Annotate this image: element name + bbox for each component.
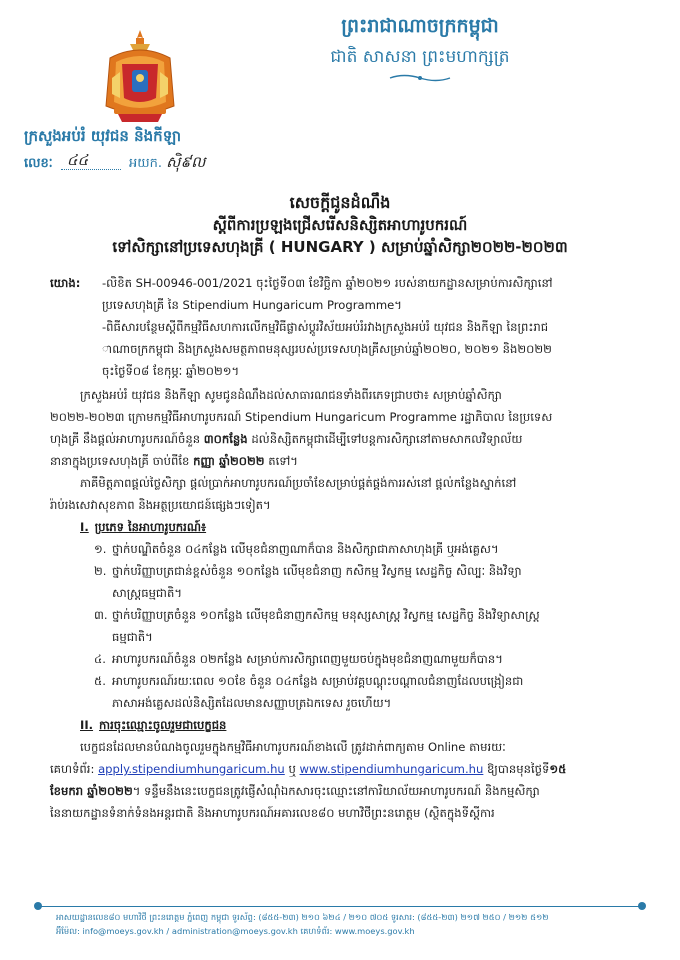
apply-link[interactable]: apply.stipendiumhungaricum.hu	[98, 762, 285, 776]
list-number: ៤.	[94, 652, 106, 666]
footer-dot-left-icon	[34, 902, 42, 910]
scholarship-type-item	[94, 604, 646, 648]
list-text-line: អាហារូបករណ៍រយៈពេល ១០ខែ ចំនួន ០៤កន្លែង សម្រាប់វគ្គបណ្តុះបណ្តាលជំនាញដែលបង្រៀនជា	[112, 674, 524, 688]
list-number: ២.	[94, 564, 107, 578]
footer-address: អាសយដ្ឋានលេខ៨០ មហាវិថី ព្រះនរោត្តម ភ្នំពេញ កម្ពុជា ទូរស័ព្ទ: (៨៥៥-២៣) ២១០ ៦២៤ / ២១០ ៧០៥ ទូរសារ: (៨៥៥-២៣) ២១៧ ២៥០ / ២១២ ៥១២	[56, 912, 549, 922]
notice-title-block	[40, 192, 640, 258]
footer-contact: អ៊ីម៉ែល: info@moeys.gov.kh / administration@moeys.gov.kh គេហទំព័រ: www.moeys.gov.kh	[56, 926, 415, 936]
royal-emblem-icon	[100, 28, 180, 124]
ref-handwriting: ស៊ិ៩ល	[166, 153, 206, 171]
section-2-line-3: ខែមករា ឆ្នាំ២០២២។ ទន្ទឹមនឹងនេះបេក្ខជនត្រូវផ្ញើសំណុំឯកសារចុះឈ្មោះនៅការិយាល័យអាហារូបករណ៍ និងកម្មសិក្សា	[50, 784, 540, 798]
list-text-line: ថ្នាក់បរិញ្ញាបត្រជាន់ខ្ពស់ចំនួន ១០កន្លែង លើមុខជំនាញ កសិកម្ម វិស្វកម្ម សេដ្ឋកិច្ច សិល្បៈ និងវិទ្យា	[112, 564, 522, 578]
ref-number-field	[61, 151, 121, 170]
footer-dot-right-icon	[638, 902, 646, 910]
notice-subject: ស្តីពីការប្រឡងជ្រើសរើសនិស្សិតអាហារូបករណ៍	[212, 216, 468, 234]
section-1-heading: I. ប្រភេទ នៃអាហារូបករណ៍៖	[80, 520, 207, 534]
scholarship-type-list	[50, 538, 646, 714]
list-number: ៥.	[94, 674, 106, 688]
paragraph-1-line-3: ហុងគ្រី នឹងផ្តល់អាហារូបករណ៍ចំនួន ៣០កន្លែង ដល់និស្សិតកម្ពុជាដើម្បីទៅបន្តការសិក្សានៅតាមសាកលវិទ្យាល័យ	[50, 432, 523, 446]
paragraph-announcement	[50, 384, 646, 472]
scholarship-count: ៣០កន្លែង	[203, 432, 248, 446]
reference-2-line-2: ាណាចក្រកម្ពុជា និងក្រសួងសមត្ថភាពមនុស្សរបស់ប្រទេសហុងគ្រីសម្រាប់ឆ្នាំ២០២០, ២០២១ និង២០២២	[102, 342, 552, 356]
deadline-month: ខែមករា ឆ្នាំ២០២២	[50, 784, 133, 798]
list-text	[112, 538, 646, 560]
list-text-line: ធម្មជាតិ។	[112, 630, 153, 644]
program-website-link[interactable]: www.stipendiumhungaricum.hu	[299, 762, 484, 776]
reference-1-line-1: -លិខិត SH-00946-001/2021 ចុះថ្ងៃទី០៣ ខែវិច្ឆិកា ឆ្នាំ២០២១ របស់នាយកដ្ឋានសម្រាប់ការសិក្សានៅ	[102, 276, 553, 290]
list-text-line: សាស្រ្តធម្មជាតិ។	[112, 586, 182, 600]
footer-divider	[38, 906, 642, 907]
reference-number-line	[24, 153, 264, 175]
reference-1-line-2: ប្រទេសហុងគ្រី នៃ Stipendium Hungaricum Programme។	[102, 298, 402, 312]
paragraph-1-line-2: ២០២២-២០២៣ ក្រោមកម្មវិធីអាហារូបករណ៍ Stipendium Hungaricum Programme រដ្ឋាភិបាល នៃប្រទេស	[50, 410, 553, 424]
motto-ornament-icon	[388, 73, 452, 83]
paragraph-1-line-4: នានាក្នុងប្រទេសហុងគ្រី ចាប់ពីខែ កញ្ញា ឆ្នាំ២០២២ តទៅ។	[50, 454, 298, 468]
list-number: ១.	[94, 542, 107, 556]
start-date: កញ្ញា ឆ្នាំ២០២២	[193, 454, 265, 468]
ministry-name: ក្រសួងអប់រំ យុវជន និងកីឡា	[24, 127, 182, 145]
notice-title: សេចក្តីជូនដំណឹង	[289, 193, 391, 212]
scholarship-type-item	[94, 538, 646, 560]
section-2-line-4: នៃនាយកដ្ឋានទំនាក់ទំនងអន្តរជាតិ និងអាហារូបករណ៍អគារលេខ៨០ មហាវិថីព្រះនរោត្តម (ស្ថិតក្នុងទីស្តីការ	[50, 806, 495, 820]
paragraph-1-line-1: ក្រសួងអប់រំ យុវជន និងកីឡា សូមជូនដំណឹងដល់សាធារណជនទាំងពីរភេទជ្រាបថា៖ សម្រាប់ឆ្នាំសិក្សា	[80, 388, 502, 402]
scholarship-type-item	[94, 560, 646, 604]
notice-body	[50, 272, 646, 824]
section-2-line-2: គេហទំព័រ: apply.stipendiumhungaricum.hu ឬ www.stipendiumhungaricum.hu ឱ្យបានមុនថ្ងៃទី១៥	[50, 762, 567, 776]
list-text	[112, 560, 646, 604]
paragraph-benefits	[50, 472, 646, 516]
paragraph-2-line-2: រ៉ាប់រងសេវាសុខភាព និងអត្ថប្រយោជន៍ផ្សេងៗទៀត។	[50, 498, 271, 512]
scholarship-type-item	[94, 670, 646, 714]
list-number: ៣.	[94, 608, 108, 622]
list-text-line: អាហារូបករណ៍ចំនួន ០២កន្លែង សម្រាប់ការសិក្សាពេញមួយចប់ក្នុងមុខជំនាញណាមួយក៏បាន។	[112, 652, 503, 666]
reference-2-line-3: ចុះថ្ងៃទី០៨ ខែកុម្ភៈ ឆ្នាំ២០២១។	[102, 364, 240, 378]
list-text	[112, 648, 646, 670]
references	[50, 272, 646, 382]
references-label: យោង:	[50, 276, 81, 290]
list-text-line: ភាសាអង់គ្លេសដល់និស្សិតដែលមានសញ្ញាបត្រឯកទេស រួចហើយ។	[112, 696, 392, 710]
ref-suffix: អយក.	[129, 156, 163, 171]
scholarship-type-item	[94, 648, 646, 670]
reference-2-line-1: -ពិធីសារបន្ថែមស្តីពីកម្មវិធីសហការលើកម្មវិធីផ្លាស់ប្តូរវិស័យអប់រំរវាងក្រសួងអប់រំ យុវជន និងកីឡា នៃព្រះរាជ	[102, 320, 549, 334]
section-2-line-1: បេក្ខជនដែលមានបំណងចូលរួមក្នុងកម្មវិធីអាហារូបករណ៍ខាងលើ ត្រូវដាក់ពាក្យតាម Online តាមរយៈ	[80, 740, 506, 754]
notice-subject-detail: ទៅសិក្សានៅប្រទេសហុងគ្រី ( HUNGARY ) សម្រាប់ឆ្នាំសិក្សា២០២២-២០២៣	[112, 238, 568, 256]
section-2-heading: II. ការចុះឈ្មោះចូលរួមជាបេក្ខជន	[80, 718, 227, 732]
list-text	[112, 670, 646, 714]
list-text-line: ថ្នាក់បណ្ឌិតចំនួន ០៤កន្លែង លើមុខជំនាញណាក៏បាន និងសិក្សាជាភាសាហុងគ្រី ឬអង់គ្លេស។	[112, 542, 499, 556]
ref-label: លេខៈ	[24, 156, 53, 171]
kingdom-motto: ជាតិ សាសនា ព្រះមហាក្សត្រ	[330, 47, 510, 67]
list-text-line: ថ្នាក់បរិញ្ញាបត្រចំនួន ១០កន្លែង លើមុខជំនាញកសិកម្ម មនុស្សសាស្រ្ត វិស្វកម្ម សេដ្ឋកិច្ច និងវិទ្យាសាស្រ្ត	[112, 608, 540, 622]
paragraph-2-line-1: ភាគីមិត្តភាពផ្តល់ថ្លៃសិក្សា ផ្តល់ប្រាក់អាហារូបករណ៍ប្រចាំខែសម្រាប់ផ្គត់ផ្គង់ការរស់នៅ ផ្តល់កន្លែងស្នាក់នៅ	[80, 476, 517, 490]
kingdom-title: ព្រះរាជាណាចក្រកម្ពុជា	[341, 15, 499, 37]
list-text	[112, 604, 646, 648]
ref-number: ៤៤	[66, 151, 89, 169]
deadline-day: ១៥	[549, 762, 567, 776]
